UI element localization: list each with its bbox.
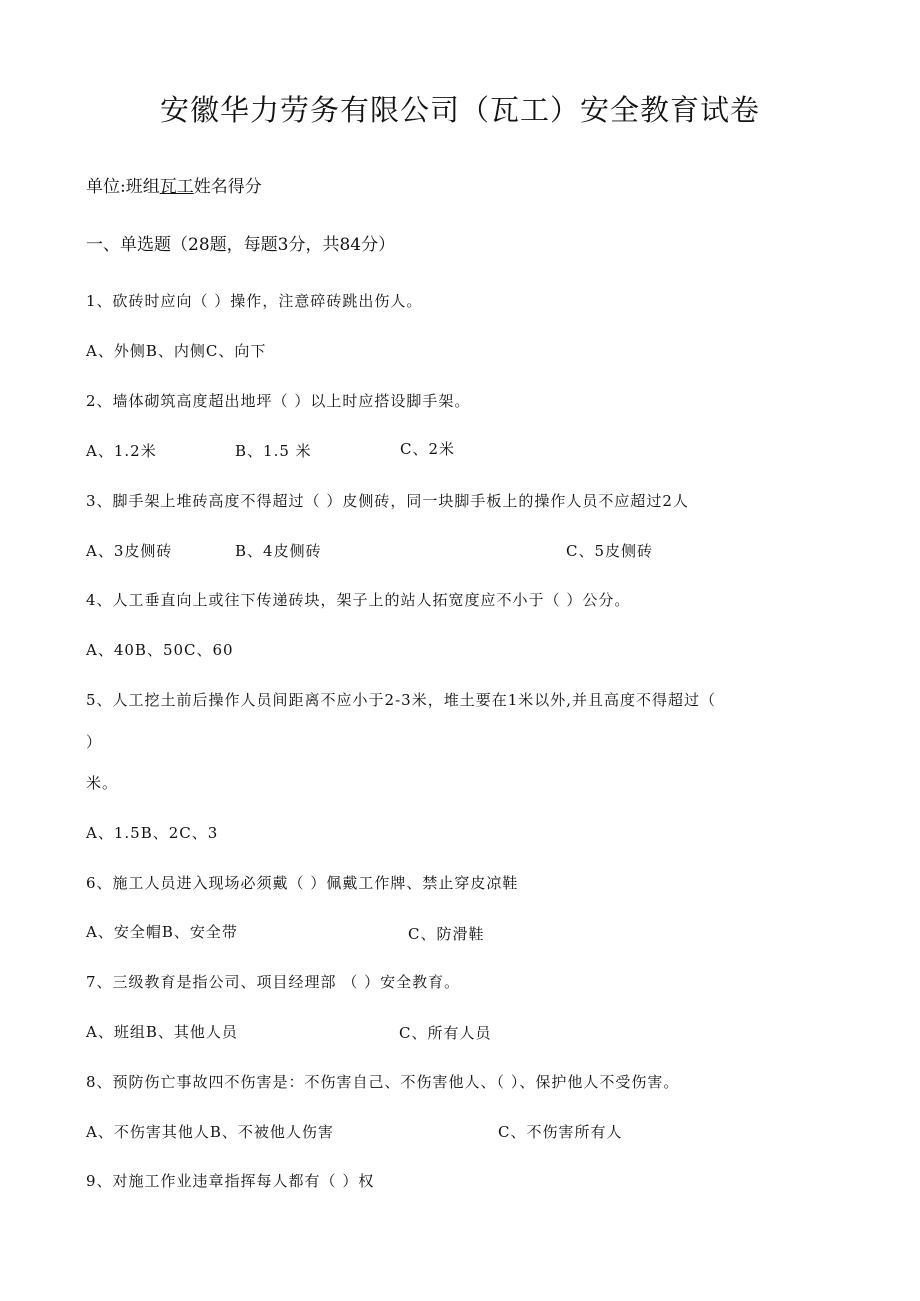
question-2-option-b: B、1.5 米 [235, 442, 312, 460]
question-8-option-c: C、不伤害所有人 [498, 1123, 623, 1141]
question-2: 2、墙体砌筑高度超出地坪（ ）以上时应搭设脚手架。 [86, 392, 471, 410]
question-3: 3、脚手架上堆砖高度不得超过（ ）皮侧砖，同一块脚手板上的操作人员不应超过2人 [86, 492, 689, 510]
question-1-options: A、外侧B、内侧C、向下 [86, 342, 267, 360]
unit-line [86, 172, 262, 197]
question-4: 4、人工垂直向上或往下传递砖块，架子上的站人拓宽度应不小于（ ）公分。 [86, 591, 631, 609]
question-5-options: A、1.5B、2C、3 [86, 824, 219, 842]
question-7-option-c: C、所有人员 [399, 1024, 492, 1042]
question-6: 6、施工人员进入现场必须戴（ ）佩戴工作牌、禁止穿皮凉鞋 [86, 874, 519, 892]
question-3-option-a: A、3皮侧砖 [86, 542, 173, 560]
unit-prefix: 单位:班组 [86, 177, 160, 197]
unit-trade: 瓦工 [159, 177, 194, 197]
question-5-continuation: ） [86, 733, 103, 751]
question-5: 5、人工挖土前后操作人员间距离不应小于2-3米，堆土要在1米以外,并且高度不得超过（ [86, 691, 717, 709]
question-3-option-b: B、4皮侧砖 [235, 542, 322, 560]
question-5-unit: 米。 [86, 774, 119, 792]
question-7: 7、三级教育是指公司、项目经理部 （ ）安全教育。 [86, 973, 461, 991]
question-2-option-a: A、1.2米 [86, 442, 157, 460]
question-2-option-c: C、2米 [400, 440, 456, 458]
unit-suffix: 姓名得分 [193, 177, 262, 197]
section-heading: 一、单选题（28题，每题3分，共84分） [86, 235, 396, 255]
question-8-options-ab: A、不伤害其他人B、不被他人伤害 [86, 1123, 334, 1141]
question-8: 8、预防伤亡事故四不伤害是：不伤害自己、不伤害他人、（ ）、保护他人不受伤害。 [86, 1073, 680, 1091]
question-9: 9、对施工作业违章指挥每人都有（ ）权 [86, 1172, 375, 1190]
question-6-options-ab: A、安全帽B、安全带 [86, 923, 238, 941]
question-3-option-c: C、5皮侧砖 [566, 542, 654, 560]
question-4-options: A、40B、50C、60 [86, 641, 234, 659]
question-1: 1、砍砖时应向（ ）操作，注意碎砖跳出伤人。 [86, 292, 423, 310]
page-title: 安徽华力劳务有限公司（瓦工）安全教育试卷 [159, 93, 760, 127]
question-7-options-ab: A、班组B、其他人员 [86, 1023, 238, 1041]
question-6-option-c: C、防滑鞋 [408, 925, 485, 943]
